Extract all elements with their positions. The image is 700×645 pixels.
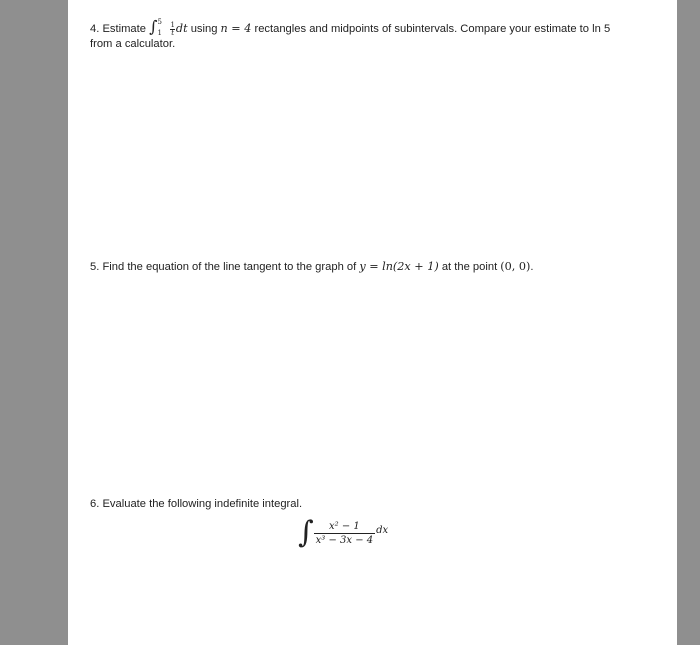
fraction-denominator: t [171, 28, 175, 37]
upper-limit: 5 [157, 18, 162, 26]
dx: dx [376, 525, 389, 537]
function-equation: y = ln(2x + 1) [359, 260, 439, 273]
rational-denominator: x³ − 3x − 4 [315, 534, 374, 546]
worksheet-page [68, 0, 677, 645]
period: . [530, 261, 534, 273]
dt: dt [175, 22, 188, 35]
big-integral-sign: ∫ [298, 515, 314, 550]
n-equals-4: n = 4 [220, 22, 252, 35]
integral-limits [157, 18, 169, 37]
problem-4-line2: from a calculator. [90, 37, 176, 50]
problem-6-text: Evaluate the following indefinite integral. [102, 498, 303, 510]
problem-4 [90, 17, 611, 51]
problem-5-text: Find the equation of the line tangent to the graph of [102, 261, 357, 273]
point-coordinates: (0, 0) [500, 260, 531, 273]
problem-4-estimate-word: Estimate [102, 23, 146, 35]
at-point-text: at the point [441, 261, 498, 273]
fraction-numerator: 1 [170, 20, 175, 29]
rational-numerator: x² − 1 [329, 520, 360, 532]
problem-6 [90, 497, 302, 511]
problem-4-rest: rectangles and midpoints of subintervals. Compare your estimate to ln 5 [254, 23, 611, 35]
problem-4-number: 4. [90, 23, 100, 35]
problem-5-number: 5. [90, 261, 100, 273]
using-word: using [190, 23, 218, 35]
one-over-t-fraction [170, 22, 174, 37]
rational-fraction [314, 521, 376, 546]
indefinite-integral [298, 515, 389, 550]
integral-sign: ∫ [149, 17, 158, 36]
problem-6-number: 6. [90, 498, 100, 510]
lower-limit: 1 [157, 29, 162, 37]
problem-5 [90, 260, 533, 274]
